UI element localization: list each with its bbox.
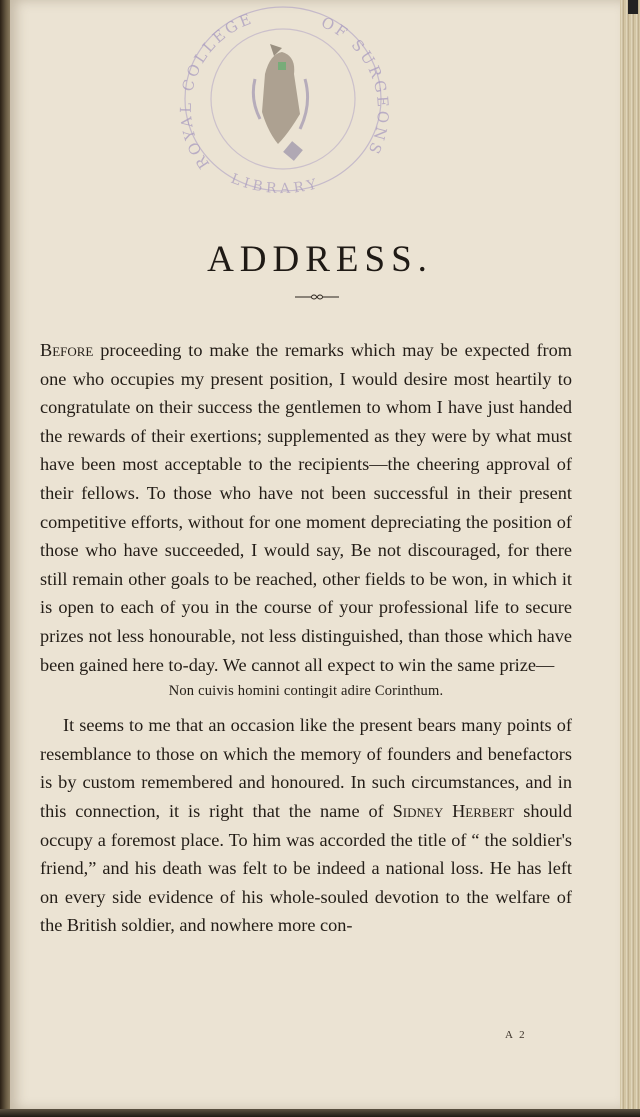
title-ornament: [295, 294, 339, 300]
svg-text:LIBRARY: [229, 171, 322, 197]
opening-word: Before: [40, 340, 94, 360]
person-name: Sidney Herbert: [392, 800, 515, 821]
address-body: [40, 336, 572, 940]
paragraph-second-text-after: should occupy a foremost place. To him was accorded the title of “ the soldier's friend,” and his death was felt to be indeed a national loss. He has left on every side evidence of his whole-souled devotion to the welfare of the British soldier, and nowhere more con-: [40, 800, 573, 936]
stamp-text-right: OF SURGEONS: [318, 13, 393, 160]
edge-mark: [628, 0, 638, 14]
svg-text:OF SURGEONS: [318, 13, 392, 159]
signature-mark: A 2: [505, 1029, 527, 1041]
paragraph-second: [40, 711, 572, 940]
paragraph-second-text-before: It seems to me that an occasion like the present bears many points of resemblance to those on which the memory of founders and benefactors is by custom remembered and honoured. In such circumstances, and in this connection, it is right that the name of: [40, 715, 572, 821]
page-title: ADDRESS.: [207, 239, 433, 280]
library-stamp: [170, 4, 395, 204]
bottom-shadow: [0, 1109, 640, 1117]
stamp-text-bottom: LIBRARY: [228, 170, 323, 198]
page-edges: [620, 0, 640, 1117]
paragraph-opening: [40, 336, 572, 679]
paragraph-opening-text: proceeding to make the remarks which may be expected from one who occupies my present position, I would desire most heartily to congratulate on their success the gentlemen to whom I have just handed the rewards of their exertions; supplemented as they were by what must have been most acceptable to the recipients—the cheering approval of their fellows. To those who have not been successful in their present competitive efforts, without for one moment depreciating the position of those who have succeeded, I would say, Be not discouraged, for there still remain other goals to be reached, other fields to be won, in which it is open to each of you in the course of your professional life to secure prizes not less honourable, not less distinguished, than those which have been gained here to-day. We cannot all expect to win the same prize—: [40, 340, 572, 675]
svg-text:ROYAL COLLEGE: [177, 9, 256, 172]
latin-quotation: Non cuivis homini contingit adire Corinthum.: [168, 683, 444, 700]
stamp-text-left: ROYAL COLLEGE: [176, 9, 257, 173]
crest-emblem-icon: [253, 44, 307, 161]
